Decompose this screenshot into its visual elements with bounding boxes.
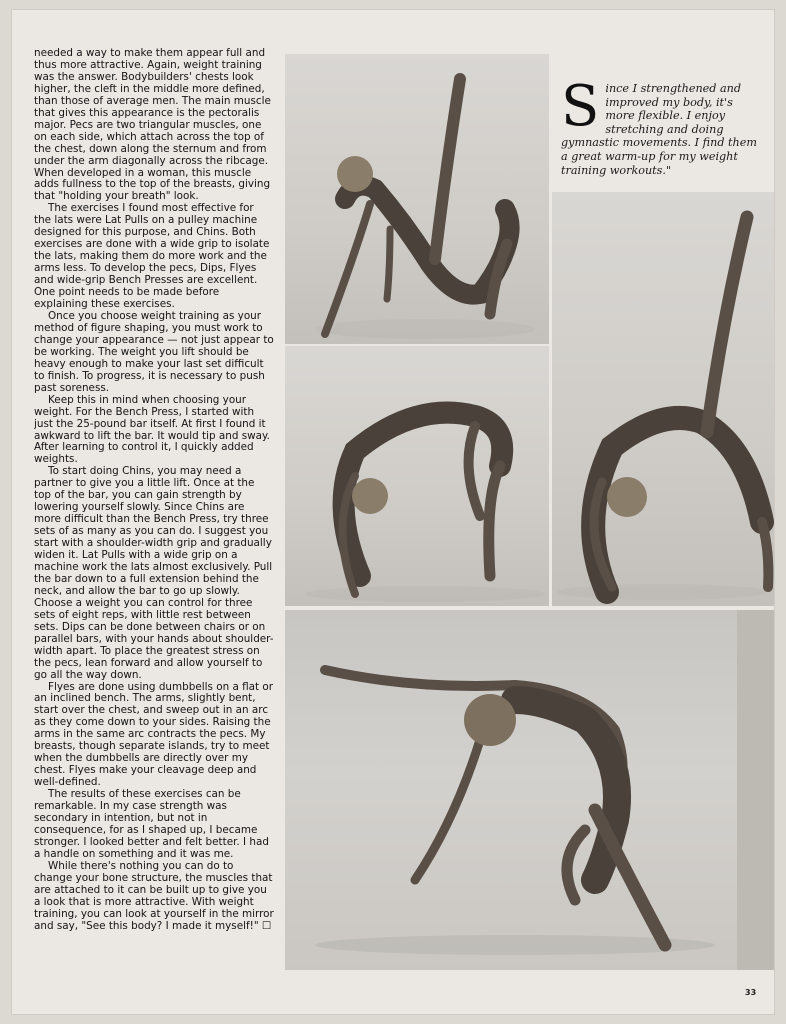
- paragraph: While there's nothing you can do to change your bone structure, the muscles that are attached to it can be built up to give you a look that is more attractive. With weight training, you can look at yourself in the mirror and say, "See this body? I made it myself!" ☐: [34, 859, 274, 932]
- photo-leg-raise: [285, 54, 549, 344]
- paragraph: The results of these exercises can be remarkable. In my case strength was secondary in intention, but not in consequence, for as I shaped up, I became stronger. I looked better and felt better. I had a handle on something and it was me.: [34, 788, 269, 860]
- drop-cap: S: [561, 74, 600, 139]
- paragraph: Keep this in mind when choosing your weight. For the Bench Press, I started with just the 25-pound bar itself. At first I found it awkward to lift the bar. It would tip and sway. After learning to control it, I quickly added weights.: [34, 393, 270, 466]
- page-number: 33: [745, 988, 757, 997]
- photo-lunge-stretch-figure: [285, 610, 737, 970]
- photo-leg-raise-figure: [285, 54, 549, 344]
- photo-backbend-leg-up-figure: [552, 192, 774, 606]
- magazine-page: [12, 10, 774, 1014]
- pull-quote: [561, 74, 761, 177]
- article-text-column: [34, 48, 274, 998]
- photo-lunge-stretch: [285, 610, 737, 970]
- photo-edge: [737, 610, 774, 970]
- paragraph: Once you choose weight training as your method of figure shaping, you must work to change your appearance — not just appear to be working. The weight you lift should be heavy enough to make your last set difficult to finish. To progress, it is necessary to push past soreness.: [34, 309, 274, 394]
- paragraph: needed a way to make them appear full and thus more attractive. Again, weight training was the answer. Bodybuilders' chests look higher, the cleft in the middle more defined, than those of average men. The main muscle that gives this appearance is the pectoralis major. Pecs are two triangular muscles, one on each side, which attach across the top of the chest, down along the sternum and from under the arm diagonally across the ribcage. When developed in a woman, this muscle adds fullness to the top of the breasts, giving that "holding your breath" look.: [34, 48, 271, 203]
- paragraph: To start doing Chins, you may need a partner to give you a little lift. Once at the top of the bar, you can gain strength by lowering yourself slowly. Since Chins are more difficult than the Bench Press, try three sets of as many as you can do. I suggest you start with a shoulder-width grip and gradually widen it. Lat Pulls with a wide grip on a machine work the lats almost exclusively. Pull the bar down to a full extension behind the neck, and allow the bar to go up slowly. Choose a weight you can control for three sets of eight reps, with little rest between sets. Dips can be done between chairs or on parallel bars, with your hands about shoulder-width apart. To place the greatest stress on the pecs, lean forward and allow yourself to go all the way down.: [34, 465, 274, 681]
- photo-backbend-leg-up: [552, 192, 774, 606]
- photo-bridge-figure: [285, 346, 549, 606]
- pull-quote-text: ince I strengthened and improved my body, it's more flexible. I enjoy stretching and doing gymnastic movements. I find them a great warm-up for my weight training workouts.": [561, 82, 757, 177]
- paragraph: The exercises I found most effective for the lats were Lat Pulls on a pulley machine designed for this purpose, and Chins. Both exercises are done with a wide grip to isolate the lats, making them do more work and the arms less. To develop the pecs, Dips, Flyes and wide-grip Bench Presses are excellent. One point needs to be made before explaining these exercises.: [34, 202, 270, 311]
- photo-bridge: [285, 346, 549, 606]
- paragraph: Flyes are done using dumbbells on a flat or an inclined bench. The arms, slightly bent, start over the chest, and sweep out in an arc as they come down to your sides. Raising the arms in the same arc contracts the pecs. My breasts, though separate islands, try to meet when the dumbbells are directly over my chest. Flyes make your cleavage deep and well-defined.: [34, 680, 274, 789]
